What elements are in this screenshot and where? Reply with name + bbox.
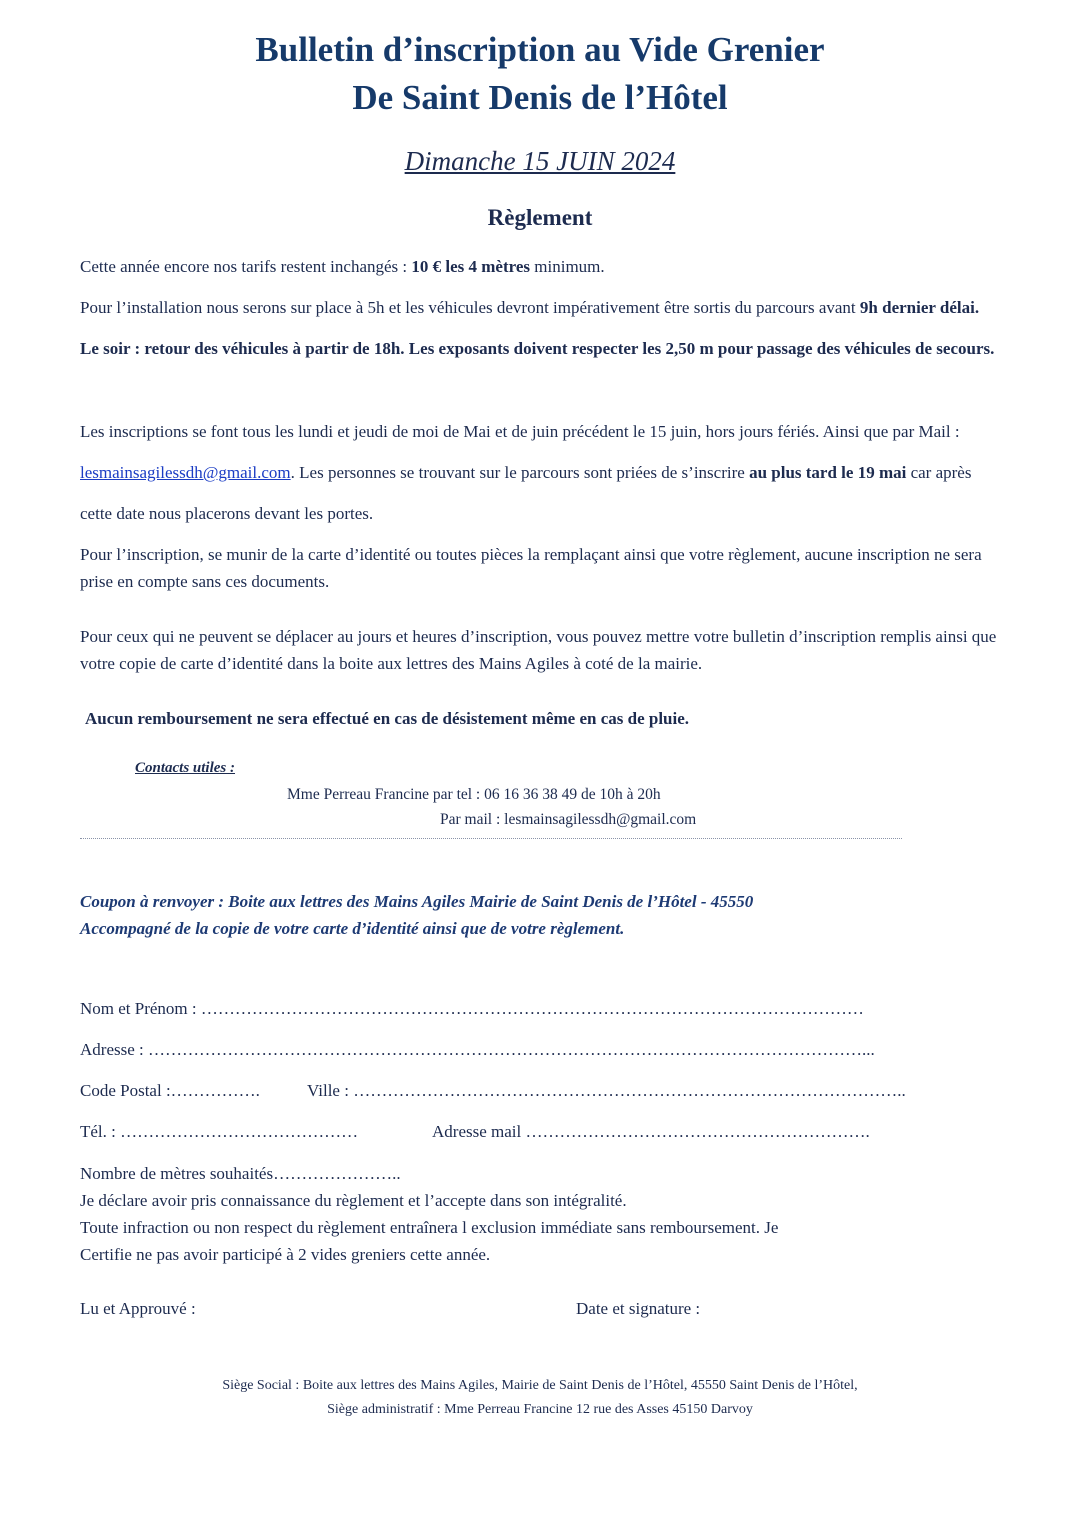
- city-field: Ville : ……………………………………………………………………………………..: [307, 1081, 906, 1100]
- document-title-line2: De Saint Denis de l’Hôtel: [352, 78, 728, 117]
- contact-phone: Mme Perreau Francine par tel : 06 16 36 38 49 de 10h à 20h: [287, 786, 661, 803]
- event-date: Dimanche 15 JUIN 2024: [404, 146, 676, 176]
- rule-registration: Les inscriptions se font tous les lundi et jeudi de moi de Mai et de juin précédent le 15 juin, hors jours fériés. Ainsi que par Mail : lesmainsagilessdh@gmail.com. Les personnes se trouvant sur le parcours sont priées de s’inscrire au plus tard le 19 mai car après cette date nous placerons devant les portes.: [80, 422, 972, 523]
- cut-line: [80, 838, 902, 839]
- contact-email: Par mail : lesmainsagilessdh@gmail.com: [440, 811, 697, 828]
- name-field: Nom et Prénom : ………………………………………………………………………………………………………: [80, 999, 864, 1018]
- rule-no-refund: Aucun remboursement ne sera effectué en cas de désistement même en cas de pluie.: [85, 709, 690, 728]
- section-title: Règlement: [487, 205, 593, 230]
- meters-field: Nombre de mètres souhaités…………………..: [80, 1164, 401, 1183]
- email-link[interactable]: lesmainsagilessdh@gmail.com: [80, 463, 291, 482]
- contacts-title: Contacts utiles :: [135, 760, 236, 776]
- footer: Siège Social : Boite aux lettres des Mains Agiles, Mairie de Saint Denis de l’Hôtel, 45550 Saint Denis de l’Hôtel, Siège administratif : Mme Perreau Francine 12 rue des Asses 45150 Darvoy: [222, 1378, 858, 1417]
- declaration: Nombre de mètres souhaités………………….. Je déclare avoir pris connaissance du règlement et l’accepte dans son intégralité. Toute infraction ou non respect du règlement entraînera l exclusion immédiate sans remboursement. Je Certifie ne pas avoir participé à 2 vides greniers cette année.: [80, 1160, 960, 1268]
- rule-installation: Pour l’installation nous serons sur place à 5h et les véhicules devront impérativement être sortis du parcours avant 9h dernier délai. Le soir : retour des véhicules à partir de 18h. Les exposants doivent respecter les 2,50 m pour passage des véhicules de secours.: [80, 298, 995, 358]
- postal-code-field: Code Postal :…………….: [80, 1081, 260, 1100]
- rule-pricing: Cette année encore nos tarifs restent inchangés : 10 € les 4 mètres minimum.: [80, 257, 605, 276]
- approved-label: Lu et Approuvé :: [80, 1299, 196, 1318]
- rule-documents: Pour l’inscription, se munir de la carte d’identité ou toutes pièces la remplaçant ainsi que votre règlement, aucune inscription ne sera prise en compte sans ces documents.: [80, 545, 982, 591]
- signature-label: Date et signature :: [576, 1299, 701, 1318]
- email-field: Adresse mail …………………………………………………….: [432, 1122, 870, 1141]
- rule-mailbox: Pour ceux qui ne peuvent se déplacer au jours et heures d’inscription, vous pouvez mettre votre bulletin d’inscription remplis ainsi que votre copie de carte d’identité dans la boite aux lettres des Mains Agiles à coté de la mairie.: [80, 627, 997, 673]
- coupon-instructions: Coupon à renvoyer : Boite aux lettres des Mains Agiles Mairie de Saint Denis de l’Hôtel - 45550 Accompagné de la copie de votre carte d’identité ainsi que de votre règlement.: [80, 892, 754, 938]
- document-title-line1: Bulletin d’inscription au Vide Grenier: [255, 30, 825, 69]
- address-field: Adresse : ………………………………………………………………………………………………………………...: [80, 1040, 875, 1059]
- tel-field: Tél. : ……………………………………: [80, 1122, 359, 1141]
